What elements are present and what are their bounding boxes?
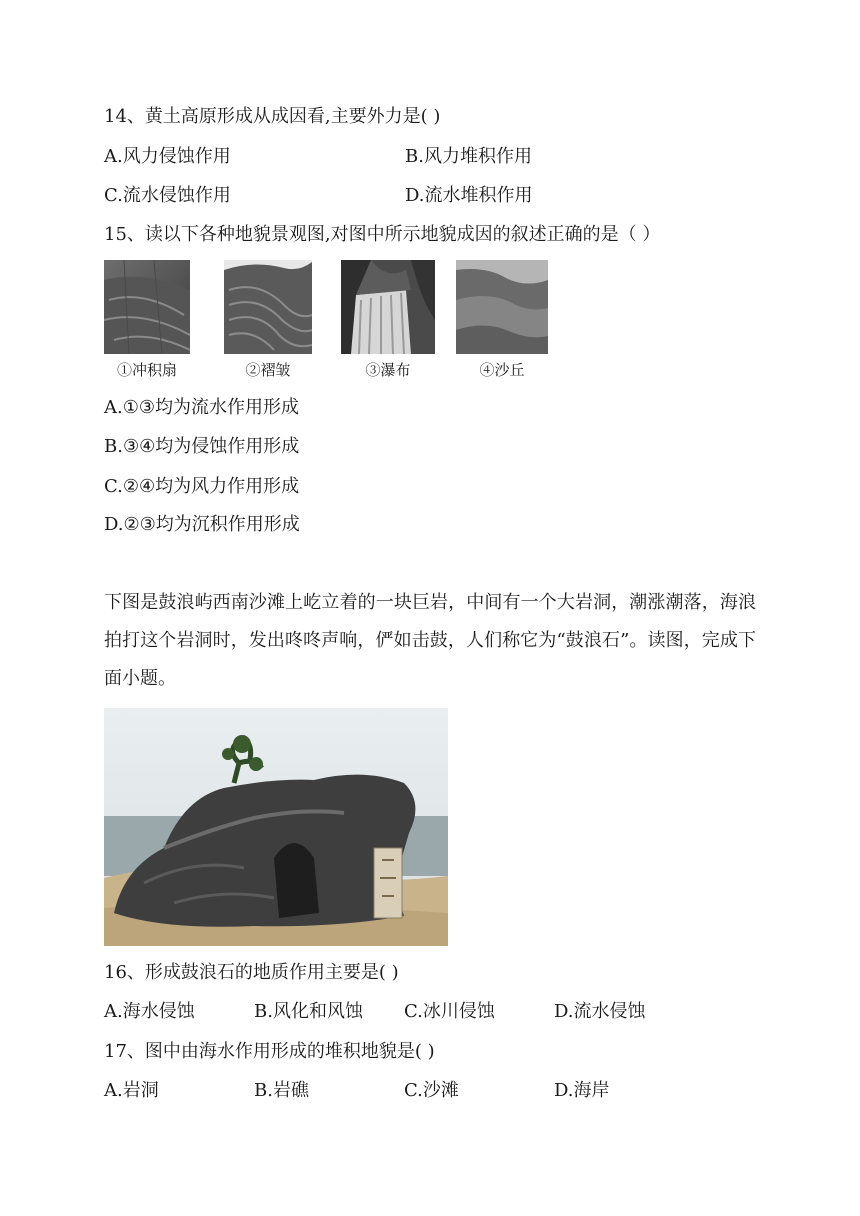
sand-dune-caption: ④沙丘	[479, 361, 525, 379]
q15-option-b: B.③④均为侵蚀作用形成	[104, 436, 300, 457]
q14-option-a: A.风力侵蚀作用	[104, 146, 231, 167]
q14-option-c: C.流水侵蚀作用	[104, 185, 231, 206]
q17-stem: 17、图中由海水作用形成的堆积地貌是( )	[104, 1041, 435, 1062]
q16-option-b: B.风化和风蚀	[254, 1001, 363, 1022]
q14-option-d: D.流水堆积作用	[405, 185, 533, 206]
q14-option-b: B.风力堆积作用	[405, 146, 532, 167]
q17-option-a: A.岩洞	[104, 1080, 159, 1101]
q14-stem: 14、黄土高原形成从成因看,主要外力是( )	[104, 106, 441, 127]
q15-stem: 15、读以下各种地貌景观图,对图中所示地貌成因的叙述正确的是（ ）	[104, 224, 661, 245]
waterfall-photo	[341, 260, 435, 354]
q17-option-d: D.海岸	[554, 1080, 610, 1101]
waterfall-photo-frame	[341, 260, 435, 379]
q15-option-d: D.②③均为沉积作用形成	[104, 514, 300, 535]
sand-dune-photo	[456, 260, 548, 354]
q16-options	[104, 999, 724, 1025]
alluvial-fan-photo	[104, 260, 190, 354]
q15-option-a: A.①③均为流水作用形成	[104, 397, 299, 418]
alluvial-fan-caption: ①冲积扇	[116, 361, 177, 379]
fold-caption: ②褶皱	[245, 361, 291, 379]
alluvial-fan-photo-frame	[104, 260, 190, 379]
q17-option-b: B.岩礁	[254, 1080, 309, 1101]
q16-option-d: D.流水侵蚀	[554, 1001, 646, 1022]
fold-photo-frame	[224, 260, 312, 379]
landform-photo-strip	[104, 260, 554, 384]
q17-option-c: C.沙滩	[404, 1080, 459, 1101]
waterfall-caption: ③瀑布	[365, 361, 411, 379]
sand-dune-photo-frame	[456, 260, 548, 379]
q16-option-c: C.冰川侵蚀	[404, 1001, 495, 1022]
q15-option-c: C.②④均为风力作用形成	[104, 476, 300, 497]
passage-text: 下图是鼓浪屿西南沙滩上屹立着的一块巨岩，中间有一个大岩洞，潮涨潮落，海浪拍打这个岩洞时，发出咚咚声响，俨如击鼓，人们称它为“鼓浪石”。读图，完成下面小题。	[104, 592, 756, 689]
q16-stem: 16、形成鼓浪石的地质作用主要是( )	[104, 962, 399, 983]
q16-option-a: A.海水侵蚀	[104, 1001, 195, 1022]
fold-photo	[224, 260, 312, 354]
q17-options	[104, 1078, 724, 1104]
gulang-rock-photo	[104, 708, 448, 946]
